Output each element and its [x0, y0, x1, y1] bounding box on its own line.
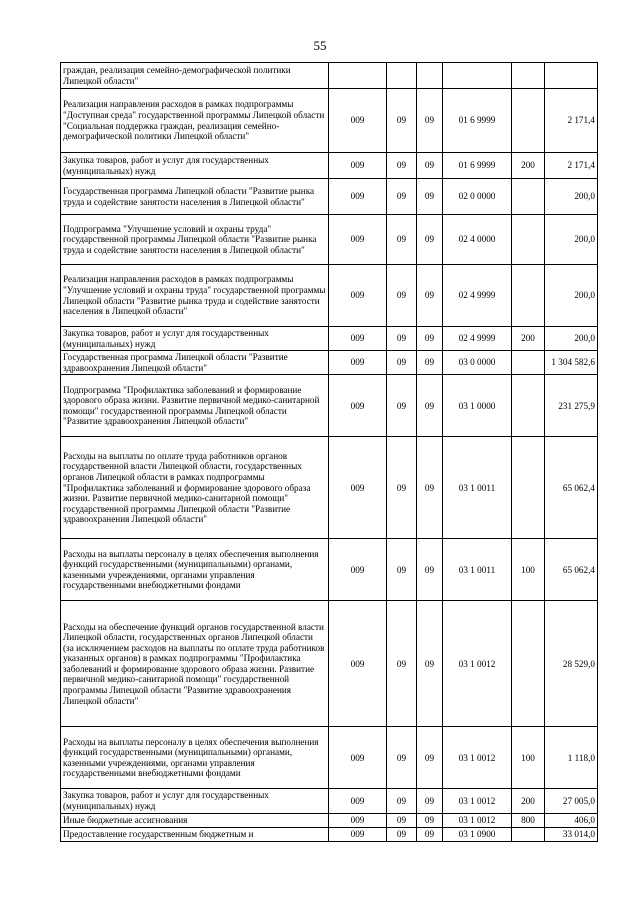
- expense-type: [512, 437, 545, 539]
- ministry-code: 009: [329, 601, 387, 727]
- section-code: 09: [387, 727, 417, 789]
- ministry-code: 009: [329, 89, 387, 153]
- section-code: [387, 63, 417, 89]
- sum-value: 200,0: [545, 179, 598, 215]
- expense-type: [512, 351, 545, 375]
- subsection-code: [417, 63, 443, 89]
- table-row: [61, 727, 598, 789]
- row-name: Подпрограмма "Улучшение условий и охраны труда" государственной программы Липецкой области "Развитие рынка труда и содействие занятости населения в Липецкой области": [61, 215, 329, 265]
- expense-type: [512, 601, 545, 727]
- row-name: Закупка товаров, работ и услуг для государственных (муниципальных) нужд: [61, 327, 329, 351]
- table-row: [61, 265, 598, 327]
- subsection-code: 09: [417, 727, 443, 789]
- table-row: [61, 153, 598, 179]
- ministry-code: 009: [329, 375, 387, 437]
- ministry-code: 009: [329, 813, 387, 827]
- subsection-code: 09: [417, 827, 443, 841]
- table-row: [61, 351, 598, 375]
- target-article: 03 1 0012: [443, 813, 512, 827]
- ministry-code: 009: [329, 179, 387, 215]
- subsection-code: 09: [417, 789, 443, 813]
- section-code: 09: [387, 265, 417, 327]
- subsection-code: 09: [417, 601, 443, 727]
- row-name: Государственная программа Липецкой области "Развитие рынка труда и содействие занятости населения в Липецкой области": [61, 179, 329, 215]
- expense-type: [512, 63, 545, 89]
- subsection-code: 09: [417, 437, 443, 539]
- table-row: [61, 601, 598, 727]
- subsection-code: 09: [417, 89, 443, 153]
- section-code: 09: [387, 179, 417, 215]
- expense-type: [512, 375, 545, 437]
- subsection-code: 09: [417, 813, 443, 827]
- table-row: [61, 437, 598, 539]
- ministry-code: 009: [329, 327, 387, 351]
- row-name: Реализация направления расходов в рамках подпрограммы "Доступная среда" государственной программы Липецкой области "Социальная поддержка граждан, реализация семейно-демографической политики Липецкой области": [61, 89, 329, 153]
- target-article: 03 1 0011: [443, 437, 512, 539]
- row-name: граждан, реализация семейно-демографической политики Липецкой области": [61, 63, 329, 89]
- row-name: Закупка товаров, работ и услуг для государственных (муниципальных) нужд: [61, 153, 329, 179]
- table-row: [61, 327, 598, 351]
- row-name: Расходы на выплаты персоналу в целях обеспечения выполнения функций государственными (муниципальными) органами, казенными учреждениями, органами управления государственными внебюджетными фондами: [61, 727, 329, 789]
- table-row: [61, 813, 598, 827]
- sum-value: 1 118,0: [545, 727, 598, 789]
- subsection-code: 09: [417, 215, 443, 265]
- target-article: 02 4 9999: [443, 265, 512, 327]
- sum-value: 200,0: [545, 265, 598, 327]
- ministry-code: 009: [329, 789, 387, 813]
- target-article: 02 4 9999: [443, 327, 512, 351]
- subsection-code: 09: [417, 179, 443, 215]
- table-body: [61, 63, 598, 842]
- target-article: 03 1 0000: [443, 375, 512, 437]
- expense-type: [512, 827, 545, 841]
- target-article: 03 1 0900: [443, 827, 512, 841]
- sum-value: 28 529,0: [545, 601, 598, 727]
- subsection-code: 09: [417, 351, 443, 375]
- table-row: [61, 63, 598, 89]
- row-name: Расходы на выплаты по оплате труда работников органов государственной власти Липецкой области, государственных органов Липецкой области в рамках подпрограммы "Профилактика заболеваний и формирование здорового образа жизни. Развитие первичной медико-санитарной помощи" государственной программы Липецкой области "Развитие здравоохранения Липецкой области": [61, 437, 329, 539]
- target-article: 01 6 9999: [443, 89, 512, 153]
- subsection-code: 09: [417, 327, 443, 351]
- expense-type: 200: [512, 789, 545, 813]
- section-code: 09: [387, 539, 417, 601]
- target-article: 03 1 0011: [443, 539, 512, 601]
- ministry-code: 009: [329, 265, 387, 327]
- expense-type: 100: [512, 539, 545, 601]
- target-article: 03 0 0000: [443, 351, 512, 375]
- sum-value: 65 062,4: [545, 539, 598, 601]
- table-row: [61, 215, 598, 265]
- sum-value: 65 062,4: [545, 437, 598, 539]
- row-name: Подпрограмма "Профилактика заболеваний и формирование здорового образа жизни. Развитие первичной медико-санитарной помощи" государственной программы Липецкой области "Развитие здравоохранения Липецкой области": [61, 375, 329, 437]
- sum-value: 231 275,9: [545, 375, 598, 437]
- expense-type: [512, 215, 545, 265]
- section-code: 09: [387, 827, 417, 841]
- section-code: 09: [387, 351, 417, 375]
- table-row: [61, 89, 598, 153]
- section-code: 09: [387, 437, 417, 539]
- target-article: 03 1 0012: [443, 789, 512, 813]
- row-name: Государственная программа Липецкой области "Развитие здравоохранения Липецкой области": [61, 351, 329, 375]
- target-article: [443, 63, 512, 89]
- sum-value: 2 171,4: [545, 153, 598, 179]
- sum-value: 200,0: [545, 327, 598, 351]
- target-article: 01 6 9999: [443, 153, 512, 179]
- row-name: Расходы на выплаты персоналу в целях обеспечения выполнения функций государственными (муниципальными) органами, казенными учреждениями, органами управления государственными внебюджетными фондами: [61, 539, 329, 601]
- target-article: 02 0 0000: [443, 179, 512, 215]
- row-name: Предоставление государственным бюджетным и: [61, 827, 329, 841]
- expense-type: 800: [512, 813, 545, 827]
- page-number: 55: [313, 38, 327, 53]
- ministry-code: [329, 63, 387, 89]
- subsection-code: 09: [417, 539, 443, 601]
- row-name: Расходы на обеспечение функций органов государственной власти Липецкой области, государственных органов Липецкой области (за исключением расходов на выплаты по оплате труда работников указанных органов) в рамках подпрограммы "Профилактика заболеваний и формирование здорового образа жизни. Развитие первичной медико-санитарной помощи" государственной программы Липецкой области "Развитие здравоохранения Липецкой области": [61, 601, 329, 727]
- section-code: 09: [387, 215, 417, 265]
- sum-value: 200,0: [545, 215, 598, 265]
- expense-type: 200: [512, 153, 545, 179]
- sum-value: 2 171,4: [545, 89, 598, 153]
- ministry-code: 009: [329, 827, 387, 841]
- section-code: 09: [387, 813, 417, 827]
- sum-value: 406,0: [545, 813, 598, 827]
- expense-type: 200: [512, 327, 545, 351]
- section-code: 09: [387, 89, 417, 153]
- subsection-code: 09: [417, 375, 443, 437]
- table-row: [61, 375, 598, 437]
- target-article: 03 1 0012: [443, 727, 512, 789]
- expense-type: [512, 265, 545, 327]
- table-row: [61, 539, 598, 601]
- sum-value: 27 005,0: [545, 789, 598, 813]
- section-code: 09: [387, 375, 417, 437]
- row-name: Иные бюджетные ассигнования: [61, 813, 329, 827]
- budget-table: [60, 62, 598, 842]
- section-code: 09: [387, 327, 417, 351]
- ministry-code: 009: [329, 153, 387, 179]
- expense-type: [512, 179, 545, 215]
- ministry-code: 009: [329, 437, 387, 539]
- row-name: Реализация направления расходов в рамках подпрограммы "Улучшение условий и охраны труда" государственной программы Липецкой области "Развитие рынка труда и содействие занятости населения в Липецкой области": [61, 265, 329, 327]
- sum-value: 1 304 582,6: [545, 351, 598, 375]
- table-row: [61, 827, 598, 841]
- table-row: [61, 789, 598, 813]
- expense-type: 100: [512, 727, 545, 789]
- section-code: 09: [387, 153, 417, 179]
- table-row: [61, 179, 598, 215]
- subsection-code: 09: [417, 265, 443, 327]
- sum-value: [545, 63, 598, 89]
- ministry-code: 009: [329, 727, 387, 789]
- section-code: 09: [387, 789, 417, 813]
- sum-value: 33 014,0: [545, 827, 598, 841]
- target-article: 02 4 0000: [443, 215, 512, 265]
- row-name: Закупка товаров, работ и услуг для государственных (муниципальных) нужд: [61, 789, 329, 813]
- subsection-code: 09: [417, 153, 443, 179]
- section-code: 09: [387, 601, 417, 727]
- target-article: 03 1 0012: [443, 601, 512, 727]
- expense-type: [512, 89, 545, 153]
- ministry-code: 009: [329, 351, 387, 375]
- ministry-code: 009: [329, 539, 387, 601]
- ministry-code: 009: [329, 215, 387, 265]
